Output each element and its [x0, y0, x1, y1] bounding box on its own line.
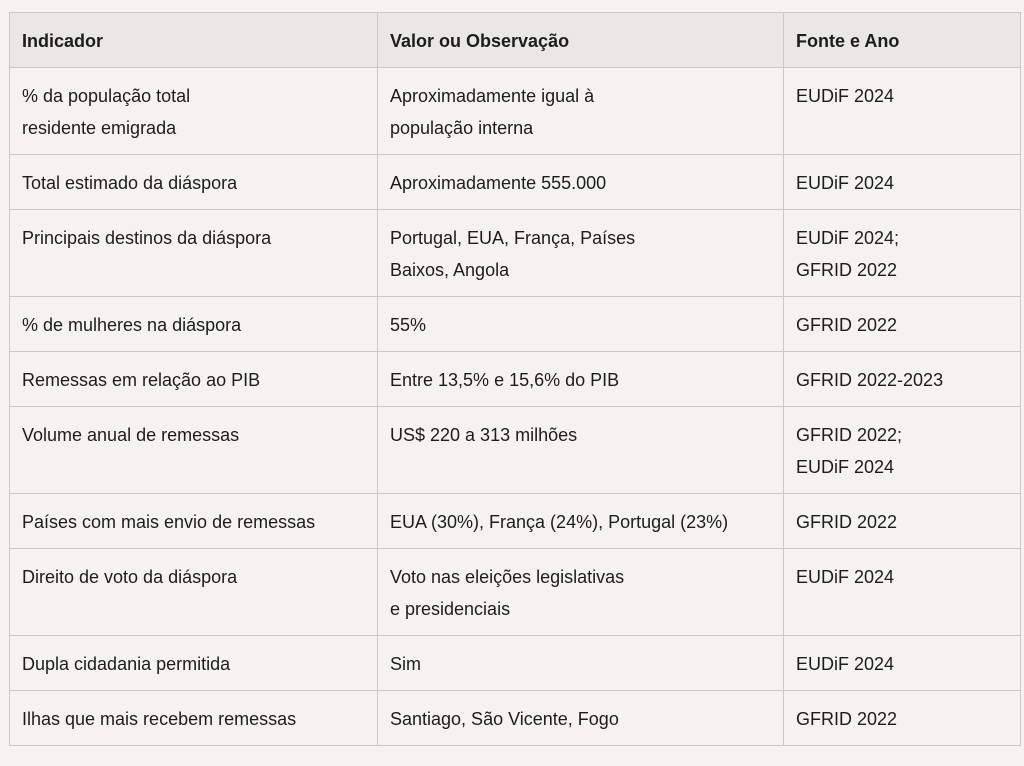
- cell-fonte: EUDiF 2024: [784, 68, 1021, 155]
- table-row: [10, 155, 1021, 210]
- cell-indicador: Total estimado da diáspora: [10, 155, 378, 210]
- cell-valor: Sim: [378, 636, 784, 691]
- header-valor: Valor ou Observação: [378, 13, 784, 68]
- cell-valor: Portugal, EUA, França, Países Baixos, Angola: [378, 210, 784, 297]
- cell-valor: Aproximadamente igual à população interna: [378, 68, 784, 155]
- cell-indicador: Ilhas que mais recebem remessas: [10, 691, 378, 746]
- table-row: [10, 297, 1021, 352]
- header-row: [10, 13, 1021, 68]
- header-indicador: Indicador: [10, 13, 378, 68]
- table-body: [10, 68, 1021, 746]
- cell-fonte: GFRID 2022-2023: [784, 352, 1021, 407]
- table-row: [10, 636, 1021, 691]
- table-row: [10, 494, 1021, 549]
- cell-fonte: EUDiF 2024; GFRID 2022: [784, 210, 1021, 297]
- table-row: [10, 210, 1021, 297]
- cell-fonte: EUDiF 2024: [784, 636, 1021, 691]
- cell-indicador: Volume anual de remessas: [10, 407, 378, 494]
- cell-indicador: Remessas em relação ao PIB: [10, 352, 378, 407]
- cell-valor: Aproximadamente 555.000: [378, 155, 784, 210]
- table-row: [10, 549, 1021, 636]
- table-row: [10, 691, 1021, 746]
- cell-fonte: EUDiF 2024: [784, 549, 1021, 636]
- cell-fonte: GFRID 2022: [784, 494, 1021, 549]
- cell-indicador: % da população total residente emigrada: [10, 68, 378, 155]
- cell-indicador: Direito de voto da diáspora: [10, 549, 378, 636]
- cell-indicador: Dupla cidadania permitida: [10, 636, 378, 691]
- cell-indicador: Principais destinos da diáspora: [10, 210, 378, 297]
- cell-indicador: Países com mais envio de remessas: [10, 494, 378, 549]
- cell-indicador: % de mulheres na diáspora: [10, 297, 378, 352]
- cell-valor: US$ 220 a 313 milhões: [378, 407, 784, 494]
- cell-valor: EUA (30%), França (24%), Portugal (23%): [378, 494, 784, 549]
- table-row: [10, 68, 1021, 155]
- cell-fonte: GFRID 2022: [784, 691, 1021, 746]
- cell-fonte: GFRID 2022: [784, 297, 1021, 352]
- table-row: [10, 407, 1021, 494]
- cell-valor: Entre 13,5% e 15,6% do PIB: [378, 352, 784, 407]
- table-row: [10, 352, 1021, 407]
- table-header: [10, 13, 1021, 68]
- header-fonte: Fonte e Ano: [784, 13, 1021, 68]
- cell-fonte: EUDiF 2024: [784, 155, 1021, 210]
- cell-valor: Voto nas eleições legislativas e presidenciais: [378, 549, 784, 636]
- cell-valor: Santiago, São Vicente, Fogo: [378, 691, 784, 746]
- cell-valor: 55%: [378, 297, 784, 352]
- indicators-table: [9, 12, 1021, 746]
- cell-fonte: GFRID 2022; EUDiF 2024: [784, 407, 1021, 494]
